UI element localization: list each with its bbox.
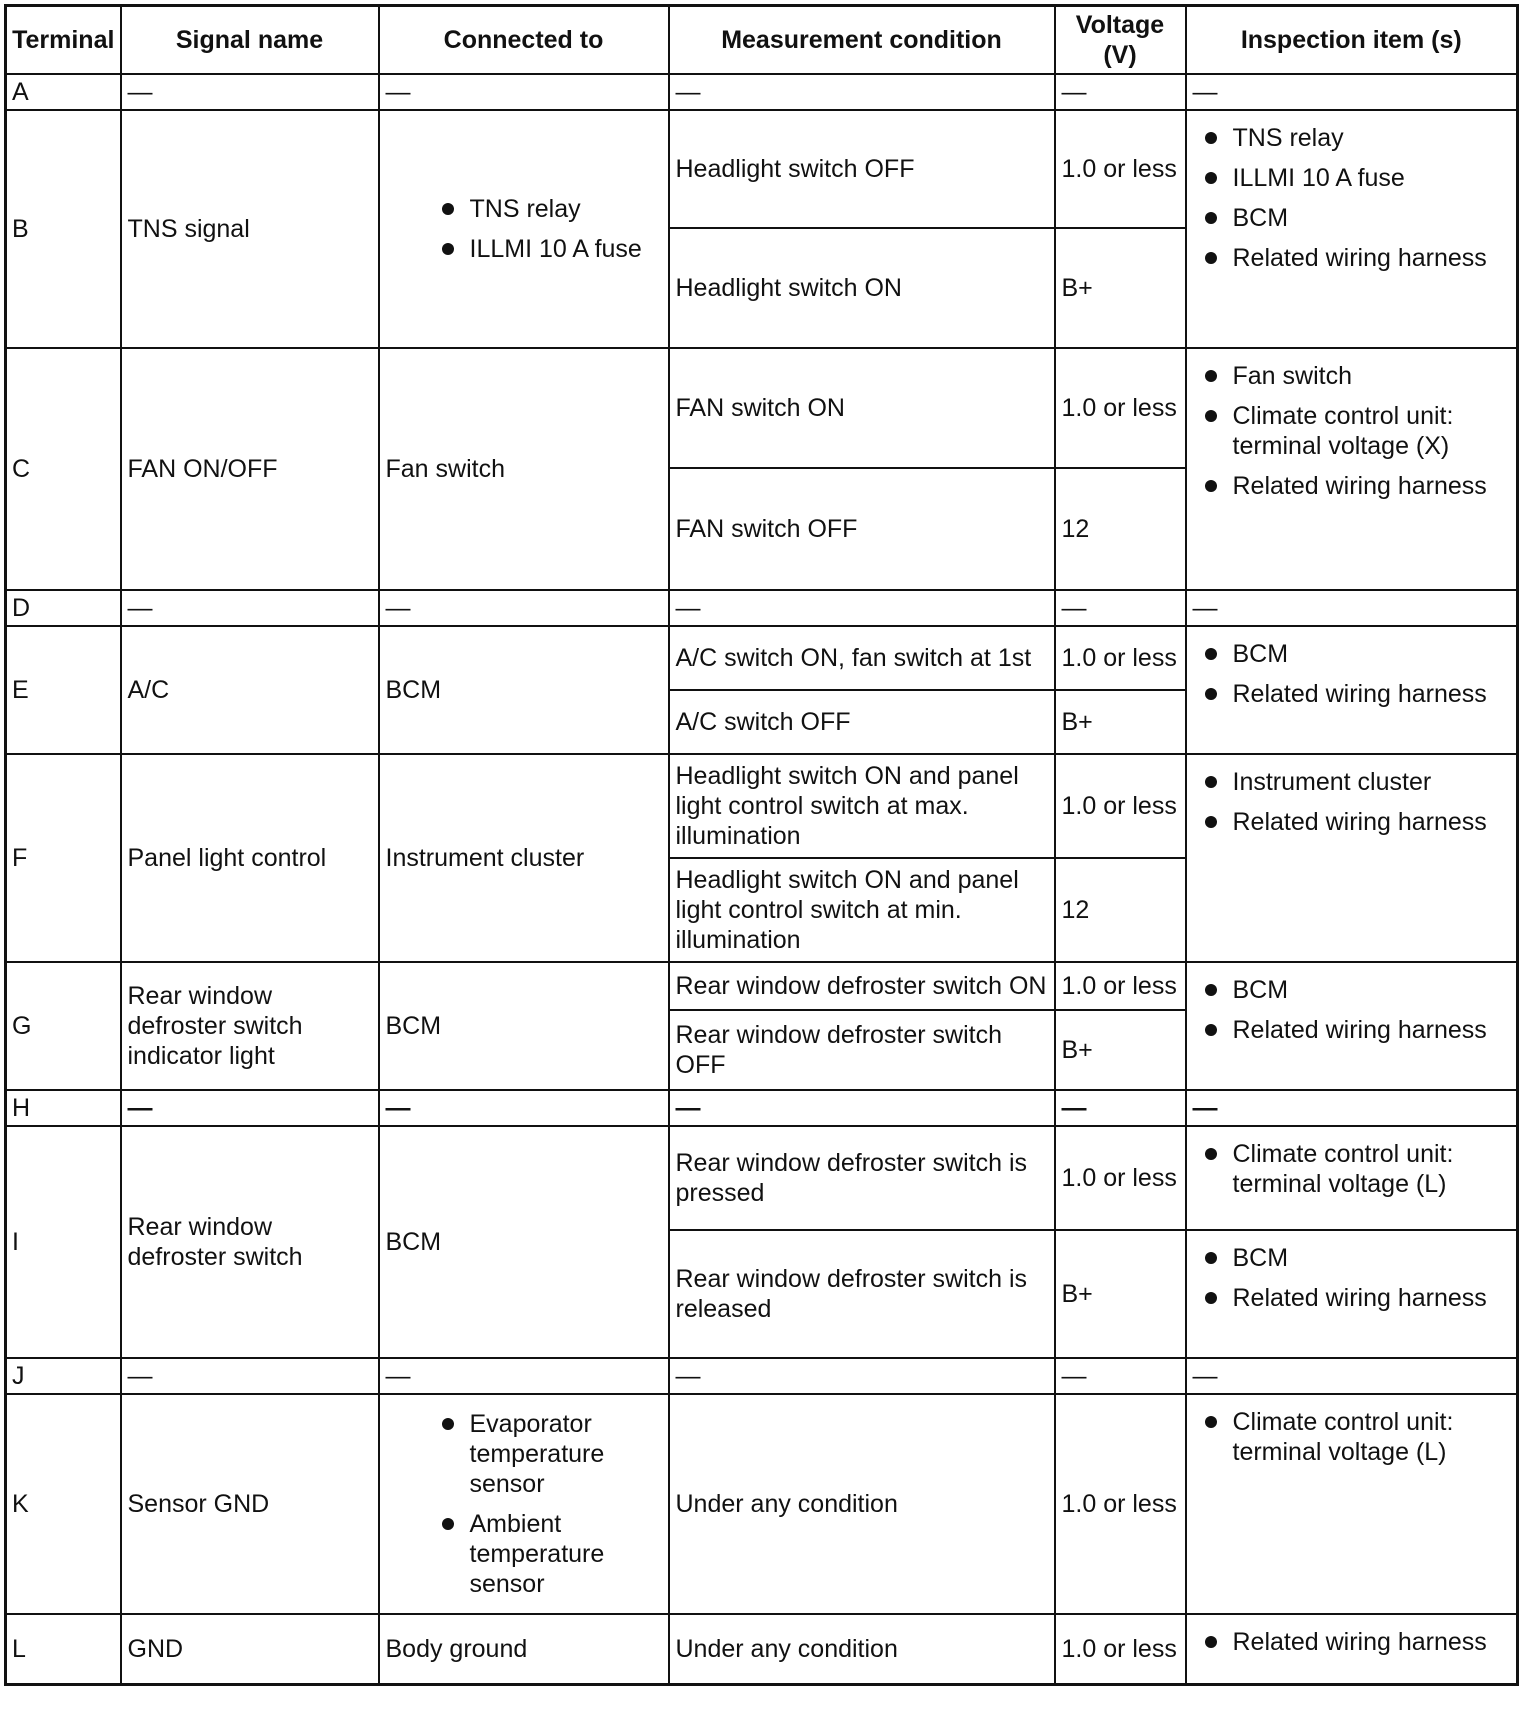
table-row xyxy=(6,1358,1518,1394)
list-item: BCM xyxy=(1193,975,1511,1005)
connected-cell xyxy=(379,1394,669,1614)
list-item: Climate control unit: terminal voltage (L) xyxy=(1193,1407,1511,1467)
voltage-cell: 1.0 or less xyxy=(1055,754,1186,858)
table-row xyxy=(6,1090,1518,1126)
voltage-cell: 12 xyxy=(1055,468,1186,590)
terminal-cell: H xyxy=(6,1090,121,1126)
terminal-spec-table xyxy=(4,4,1519,1686)
signal-cell: FAN ON/OFF xyxy=(121,348,379,590)
list-item: Related wiring harness xyxy=(1193,1015,1511,1045)
voltage-cell: B+ xyxy=(1055,1230,1186,1358)
voltage-cell: 1.0 or less xyxy=(1055,626,1186,690)
voltage-cell: B+ xyxy=(1055,1010,1186,1090)
condition-cell: Headlight switch ON xyxy=(669,228,1055,348)
voltage-cell: B+ xyxy=(1055,228,1186,348)
inspection-cell xyxy=(1186,1126,1518,1230)
signal-cell: — xyxy=(121,1090,379,1126)
inspection-cell: — xyxy=(1186,590,1518,626)
connected-cell: BCM xyxy=(379,962,669,1090)
header-measurement-condition: Measurement condition xyxy=(669,6,1055,75)
connected-cell: Instrument cluster xyxy=(379,754,669,962)
header-inspection-items: Inspection item (s) xyxy=(1186,6,1518,75)
condition-cell: Under any condition xyxy=(669,1614,1055,1684)
list-item: Evaporator temperature sensor xyxy=(430,1409,662,1499)
condition-cell: Under any condition xyxy=(669,1394,1055,1614)
terminal-cell: G xyxy=(6,962,121,1090)
list-item: ILLMI 10 A fuse xyxy=(430,234,662,264)
list-item: TNS relay xyxy=(1193,123,1511,153)
connected-cell: BCM xyxy=(379,1126,669,1358)
table-row xyxy=(6,348,1518,468)
connected-cell xyxy=(379,110,669,348)
inspection-cell: — xyxy=(1186,74,1518,110)
list-item: Related wiring harness xyxy=(1193,679,1511,709)
signal-cell: — xyxy=(121,590,379,626)
list-item: BCM xyxy=(1193,203,1511,233)
voltage-cell: 1.0 or less xyxy=(1055,1614,1186,1684)
header-signal-name: Signal name xyxy=(121,6,379,75)
inspection-cell xyxy=(1186,962,1518,1090)
list-item: Ambient temperature sensor xyxy=(430,1509,662,1599)
terminal-cell: A xyxy=(6,74,121,110)
connected-cell: — xyxy=(379,590,669,626)
list-item: BCM xyxy=(1193,1243,1511,1273)
table-row xyxy=(6,754,1518,858)
inspection-cell: — xyxy=(1186,1090,1518,1126)
condition-cell: Headlight switch ON and panel light control switch at max. illumination xyxy=(669,754,1055,858)
list-item: ILLMI 10 A fuse xyxy=(1193,163,1511,193)
condition-cell: — xyxy=(669,74,1055,110)
inspection-cell xyxy=(1186,626,1518,754)
signal-cell: — xyxy=(121,74,379,110)
list-item: Related wiring harness xyxy=(1193,1627,1511,1657)
table-row xyxy=(6,1394,1518,1614)
inspection-list xyxy=(1193,1407,1511,1467)
voltage-cell: 12 xyxy=(1055,858,1186,962)
condition-cell: — xyxy=(669,1358,1055,1394)
voltage-cell: 1.0 or less xyxy=(1055,348,1186,468)
table-row xyxy=(6,962,1518,1010)
inspection-list xyxy=(1193,1139,1511,1199)
condition-cell: Rear window defroster switch ON xyxy=(669,962,1055,1010)
list-item: TNS relay xyxy=(430,194,662,224)
voltage-cell: 1.0 or less xyxy=(1055,962,1186,1010)
terminal-cell: B xyxy=(6,110,121,348)
inspection-list xyxy=(1193,639,1511,709)
header-terminal: Terminal xyxy=(6,6,121,75)
inspection-cell xyxy=(1186,1230,1518,1358)
voltage-cell: — xyxy=(1055,1358,1186,1394)
connected-list xyxy=(386,194,662,264)
inspection-list xyxy=(1193,1243,1511,1313)
condition-cell: A/C switch OFF xyxy=(669,690,1055,754)
terminal-cell: J xyxy=(6,1358,121,1394)
signal-cell: Panel light control xyxy=(121,754,379,962)
voltage-cell: — xyxy=(1055,1090,1186,1126)
terminal-cell: F xyxy=(6,754,121,962)
condition-cell: Headlight switch OFF xyxy=(669,110,1055,228)
condition-cell: Rear window defroster switch OFF xyxy=(669,1010,1055,1090)
connected-cell: — xyxy=(379,1358,669,1394)
voltage-cell: B+ xyxy=(1055,690,1186,754)
signal-cell: Sensor GND xyxy=(121,1394,379,1614)
inspection-list xyxy=(1193,767,1511,837)
table-row xyxy=(6,1126,1518,1230)
spec-table-wrapper xyxy=(4,4,1516,1686)
condition-cell: FAN switch OFF xyxy=(669,468,1055,590)
terminal-cell: C xyxy=(6,348,121,590)
list-item: Climate control unit: terminal voltage (L) xyxy=(1193,1139,1511,1199)
voltage-cell: 1.0 or less xyxy=(1055,1126,1186,1230)
inspection-list xyxy=(1193,975,1511,1045)
connected-cell: — xyxy=(379,74,669,110)
list-item: Instrument cluster xyxy=(1193,767,1511,797)
terminal-cell: L xyxy=(6,1614,121,1684)
inspection-list xyxy=(1193,1627,1511,1657)
list-item: Climate control unit: terminal voltage (X) xyxy=(1193,401,1511,461)
signal-cell: GND xyxy=(121,1614,379,1684)
table-row xyxy=(6,590,1518,626)
condition-cell: Rear window defroster switch is pressed xyxy=(669,1126,1055,1230)
inspection-list xyxy=(1193,123,1511,273)
signal-cell: — xyxy=(121,1358,379,1394)
list-item: BCM xyxy=(1193,639,1511,669)
signal-cell: A/C xyxy=(121,626,379,754)
inspection-cell xyxy=(1186,110,1518,348)
connected-cell: Fan switch xyxy=(379,348,669,590)
terminal-cell: E xyxy=(6,626,121,754)
list-item: Related wiring harness xyxy=(1193,807,1511,837)
inspection-cell xyxy=(1186,754,1518,962)
voltage-cell: 1.0 or less xyxy=(1055,1394,1186,1614)
list-item: Fan switch xyxy=(1193,361,1511,391)
inspection-cell xyxy=(1186,1394,1518,1614)
condition-cell: Rear window defroster switch is released xyxy=(669,1230,1055,1358)
list-item: Related wiring harness xyxy=(1193,243,1511,273)
condition-cell: FAN switch ON xyxy=(669,348,1055,468)
inspection-cell xyxy=(1186,348,1518,590)
list-item: Related wiring harness xyxy=(1193,471,1511,501)
signal-cell: Rear window defroster switch indicator light xyxy=(121,962,379,1090)
signal-cell: Rear window defroster switch xyxy=(121,1126,379,1358)
connected-list xyxy=(386,1409,662,1599)
connected-cell: BCM xyxy=(379,626,669,754)
condition-cell: — xyxy=(669,1090,1055,1126)
signal-cell: TNS signal xyxy=(121,110,379,348)
terminal-cell: K xyxy=(6,1394,121,1614)
voltage-cell: 1.0 or less xyxy=(1055,110,1186,228)
table-row xyxy=(6,74,1518,110)
inspection-cell xyxy=(1186,1614,1518,1684)
table-row xyxy=(6,1614,1518,1684)
header-connected-to: Connected to xyxy=(379,6,669,75)
voltage-cell: — xyxy=(1055,74,1186,110)
voltage-cell: — xyxy=(1055,590,1186,626)
table-row xyxy=(6,110,1518,228)
header-row xyxy=(6,6,1518,75)
terminal-cell: I xyxy=(6,1126,121,1358)
connected-cell: Body ground xyxy=(379,1614,669,1684)
header-voltage: Voltage (V) xyxy=(1055,6,1186,75)
condition-cell: — xyxy=(669,590,1055,626)
condition-cell: Headlight switch ON and panel light control switch at min. illumination xyxy=(669,858,1055,962)
terminal-cell: D xyxy=(6,590,121,626)
inspection-list xyxy=(1193,361,1511,501)
connected-cell: — xyxy=(379,1090,669,1126)
list-item: Related wiring harness xyxy=(1193,1283,1511,1313)
inspection-cell: — xyxy=(1186,1358,1518,1394)
table-row xyxy=(6,626,1518,690)
condition-cell: A/C switch ON, fan switch at 1st xyxy=(669,626,1055,690)
